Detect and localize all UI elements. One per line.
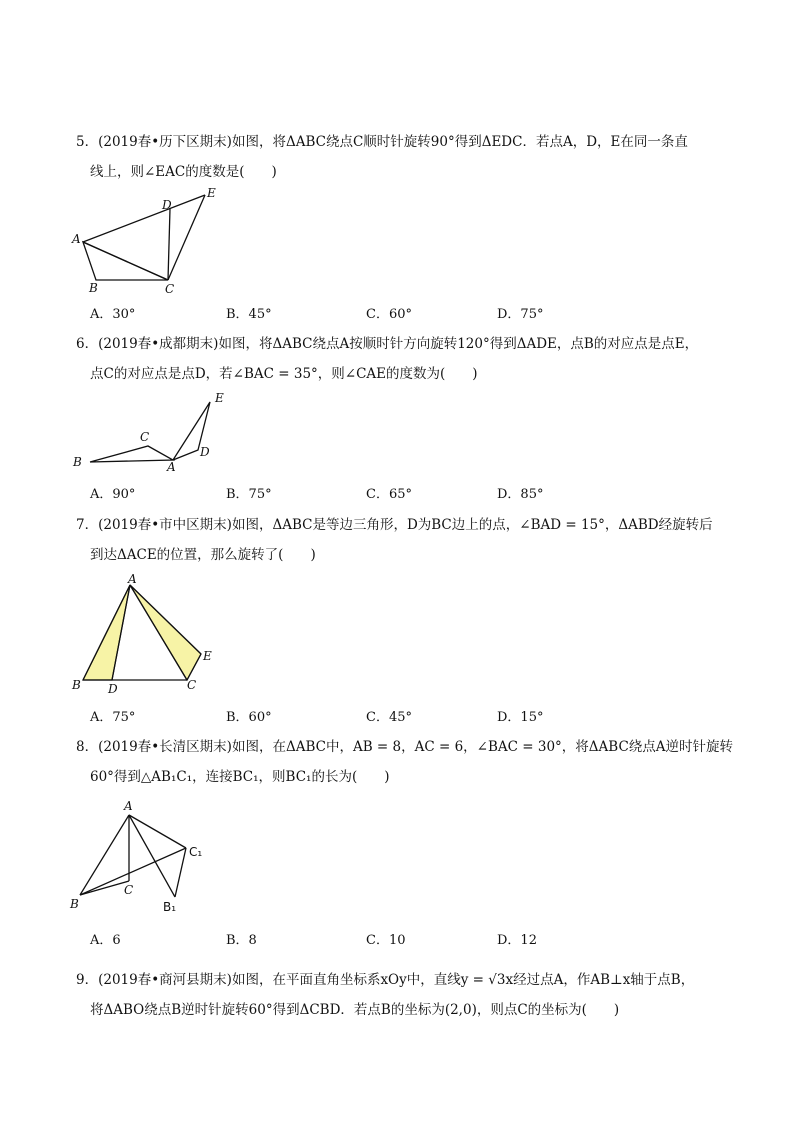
- label-d: D: [108, 682, 118, 696]
- segment-b1c1: [175, 848, 186, 897]
- label-b: B: [72, 678, 81, 692]
- label-c: C: [187, 678, 197, 692]
- option-a[interactable]: A．6: [90, 933, 121, 948]
- label-a: A: [128, 572, 137, 586]
- shaded-triangle-ace: [130, 585, 201, 680]
- question-7-text-line-2: 到达ΔACE的位置，那么旋转了( ): [90, 547, 316, 563]
- question-8-text-line-2: 60°得到△AB₁C₁，连接BC₁，则BC₁的长为( ): [90, 769, 390, 785]
- label-d: D: [200, 445, 210, 459]
- label-a: A: [72, 232, 81, 246]
- question-6-text-line-1: 6．(2019春•成都期末)如图，将ΔABC绕点A按顺时针方向旋转120°得到ΔADE，点B的对应点是点E，: [76, 336, 699, 352]
- question-8-text-line-1: 8．(2019春•长清区期末)如图，在ΔABC中，AB = 8，AC = 6，∠BAC = 30°，将ΔABC绕点A逆时针旋转: [76, 739, 734, 755]
- option-d[interactable]: D．75°: [497, 307, 544, 322]
- option-d[interactable]: D．15°: [497, 710, 544, 725]
- option-c[interactable]: C．10: [366, 933, 406, 948]
- label-e: E: [207, 186, 216, 200]
- question-7-text-line-1: 7．(2019春•市中区期末)如图，ΔABC是等边三角形，D为BC边上的点，∠BAD = 15°，ΔABD经旋转后: [76, 517, 713, 533]
- option-a[interactable]: A．90°: [90, 487, 136, 502]
- label-c: C: [124, 883, 134, 897]
- figure-q7: [70, 572, 230, 700]
- figure-q8: [68, 798, 228, 918]
- segment-ae: [83, 195, 205, 242]
- question-5-text-line-1: 5．(2019春•历下区期末)如图，将ΔABC绕点C顺时针旋转90°得到ΔEDC．若点A，D，E在同一条直: [76, 134, 688, 150]
- question-9-text-line-1: 9．(2019春•商河县期末)如图，在平面直角坐标系xOy中，直线y = √3x经过点A，作AB⊥x轴于点B，: [76, 972, 695, 988]
- question-7: [76, 510, 726, 570]
- option-c[interactable]: C．65°: [366, 487, 412, 502]
- question-6-text-line-2: 点C的对应点是点D，若∠BAC = 35°，则∠CAE的度数为( ): [90, 366, 478, 382]
- label-b: B: [89, 281, 98, 295]
- option-b[interactable]: B．75°: [226, 487, 272, 502]
- segment-dc: [168, 209, 170, 280]
- option-d[interactable]: D．12: [497, 933, 537, 948]
- label-d: D: [162, 198, 172, 212]
- question-5-text-line-2: 线上，则∠EAC的度数是( ): [90, 164, 277, 180]
- label-e: E: [215, 391, 224, 405]
- segment-ac: [83, 242, 168, 280]
- label-a: A: [124, 799, 133, 813]
- option-d[interactable]: D．85°: [497, 487, 544, 502]
- question-9-text-line-2: 将ΔABO绕点B逆时针旋转60°得到ΔCBD．若点B的坐标为(2,0)，则点C的坐标为( ): [90, 1002, 620, 1018]
- option-a[interactable]: A．30°: [90, 307, 136, 322]
- label-b: B: [70, 897, 79, 911]
- label-c: C: [140, 430, 150, 444]
- figure-q5: [60, 185, 230, 300]
- label-c1: C₁: [189, 845, 203, 859]
- option-c[interactable]: C．45°: [366, 710, 412, 725]
- question-8-options: [90, 929, 690, 949]
- option-b[interactable]: B．45°: [226, 307, 272, 322]
- question-8: [76, 732, 734, 792]
- label-b: B: [73, 455, 82, 469]
- option-b[interactable]: B．60°: [226, 710, 272, 725]
- figure-q6: [70, 390, 240, 475]
- label-e: E: [203, 649, 212, 663]
- question-9: [76, 965, 726, 1025]
- question-5: [76, 127, 726, 187]
- option-b[interactable]: B．8: [226, 933, 257, 948]
- triangle-abc: [90, 446, 173, 462]
- question-6-options: [90, 483, 690, 503]
- question-6: [76, 329, 726, 389]
- option-a[interactable]: A．75°: [90, 710, 136, 725]
- label-b1: B₁: [163, 900, 177, 914]
- label-a: A: [167, 460, 176, 474]
- option-c[interactable]: C．60°: [366, 307, 412, 322]
- label-c: C: [165, 282, 175, 296]
- question-7-options: [90, 706, 690, 726]
- question-5-options: [90, 303, 690, 323]
